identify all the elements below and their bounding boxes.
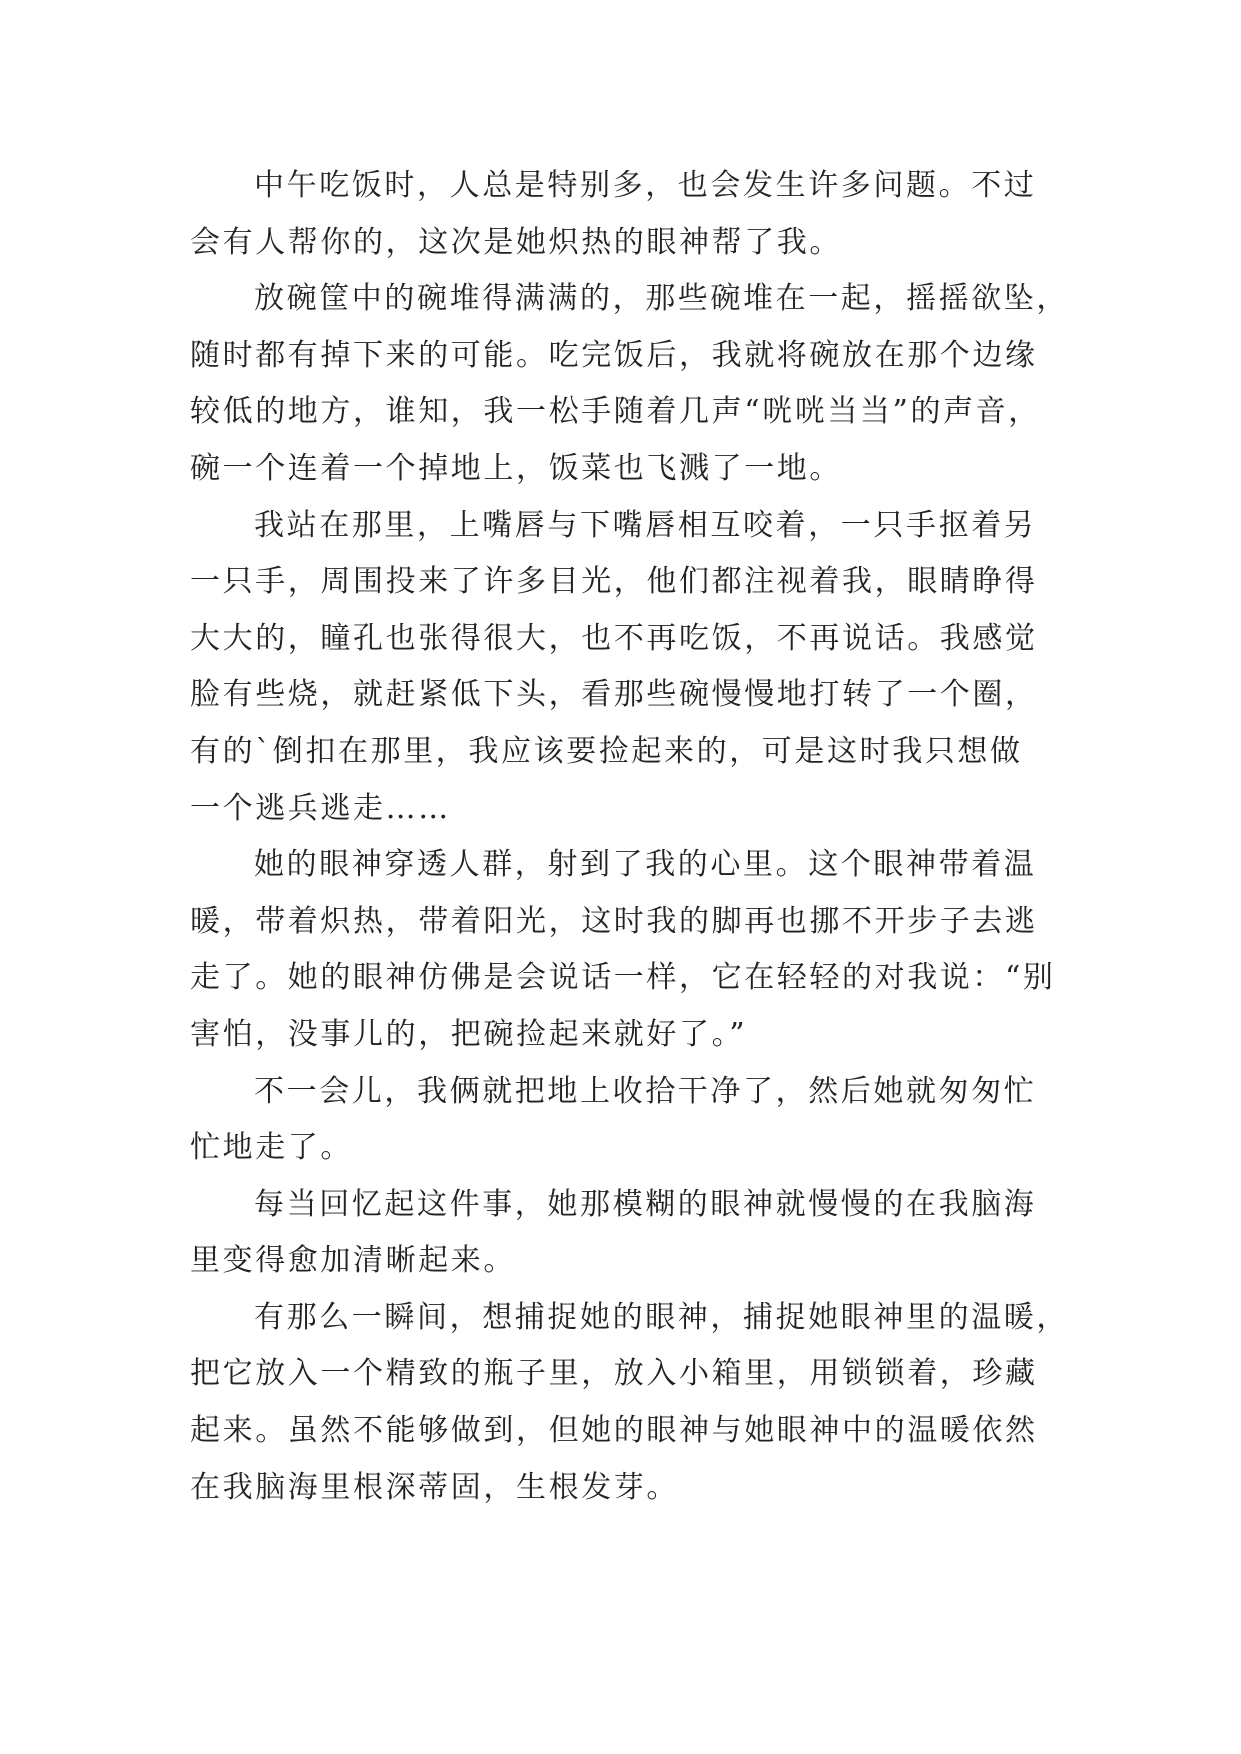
paragraph-line: 脸有些烧，就赶紧低下头，看那些碗慢慢地打转了一个圈， <box>190 677 1038 713</box>
paragraph-line: 每当回忆起这件事，她那模糊的眼神就慢慢的在我脑海 <box>254 1186 1037 1222</box>
paragraph-7 <box>190 1290 1069 1516</box>
paragraph-line: 走了。她的眼神仿佛是会说话一样，它在轻轻的对我说：“别 <box>190 960 1056 996</box>
paragraph-1 <box>190 158 1060 271</box>
paragraph-2 <box>190 271 1069 497</box>
paragraph-line: 起来。虽然不能够做到，但她的眼神与她眼神中的温暖依然 <box>190 1413 1038 1449</box>
paragraph-3 <box>190 498 1060 838</box>
paragraph-line: 我站在那里，上嘴唇与下嘴唇相互咬着，一只手抠着另 <box>254 507 1037 543</box>
essay-body <box>190 158 1069 1516</box>
paragraph-line: 中午吃饭时，人总是特别多，也会发生许多问题。不过 <box>254 168 1037 203</box>
paragraph-line: 里变得愈加清晰起来。 <box>190 1243 516 1279</box>
paragraph-line: 有那么一瞬间，想捕捉她的眼神，捕捉她眼神里的温暖， <box>254 1299 1069 1335</box>
paragraph-line: 大大的，瞳孔也张得很大，也不再吃饭，不再说话。我感觉 <box>190 620 1038 656</box>
paragraph-line: 在我脑海里根深蒂固，生根发芽。 <box>190 1469 679 1505</box>
paragraph-line: 她的眼神穿透人群，射到了我的心里。这个眼神带着温 <box>254 847 1037 883</box>
paragraph-5 <box>190 1064 1060 1177</box>
paragraph-line: 一只手，周围投来了许多目光，他们都注视着我，眼睛睁得 <box>190 564 1038 600</box>
paragraph-line: 较低的地方，谁知，我一松手随着几声“咣咣当当”的声音， <box>190 394 1041 430</box>
paragraph-line: 有的`倒扣在那里，我应该要捡起来的，可是这时我只想做 <box>190 733 1023 769</box>
paragraph-line: 碗一个连着一个掉地上，饭菜也飞溅了一地。 <box>190 450 842 486</box>
paragraph-4 <box>190 837 1060 1063</box>
paragraph-line: 放碗筐中的碗堆得满满的，那些碗堆在一起，摇摇欲坠， <box>254 281 1069 317</box>
paragraph-6 <box>190 1177 1060 1290</box>
paragraph-line: 一个逃兵逃走…… <box>190 790 451 826</box>
paragraph-line: 随时都有掉下来的可能。吃完饭后，我就将碗放在那个边缘 <box>190 337 1038 373</box>
paragraph-line: 不一会儿，我俩就把地上收拾干净了，然后她就匆匆忙 <box>254 1073 1037 1109</box>
paragraph-line: 把它放入一个精致的瓶子里，放入小箱里，用锁锁着，珍藏 <box>190 1356 1038 1392</box>
paragraph-line: 暖，带着炽热，带着阳光，这时我的脚再也挪不开步子去逃 <box>190 903 1038 939</box>
paragraph-line: 忙地走了。 <box>190 1130 353 1166</box>
paragraph-line: 会有人帮你的，这次是她炽热的眼神帮了我。 <box>190 224 842 260</box>
paragraph-line: 害怕，没事儿的，把碗捡起来就好了。” <box>190 1016 748 1052</box>
